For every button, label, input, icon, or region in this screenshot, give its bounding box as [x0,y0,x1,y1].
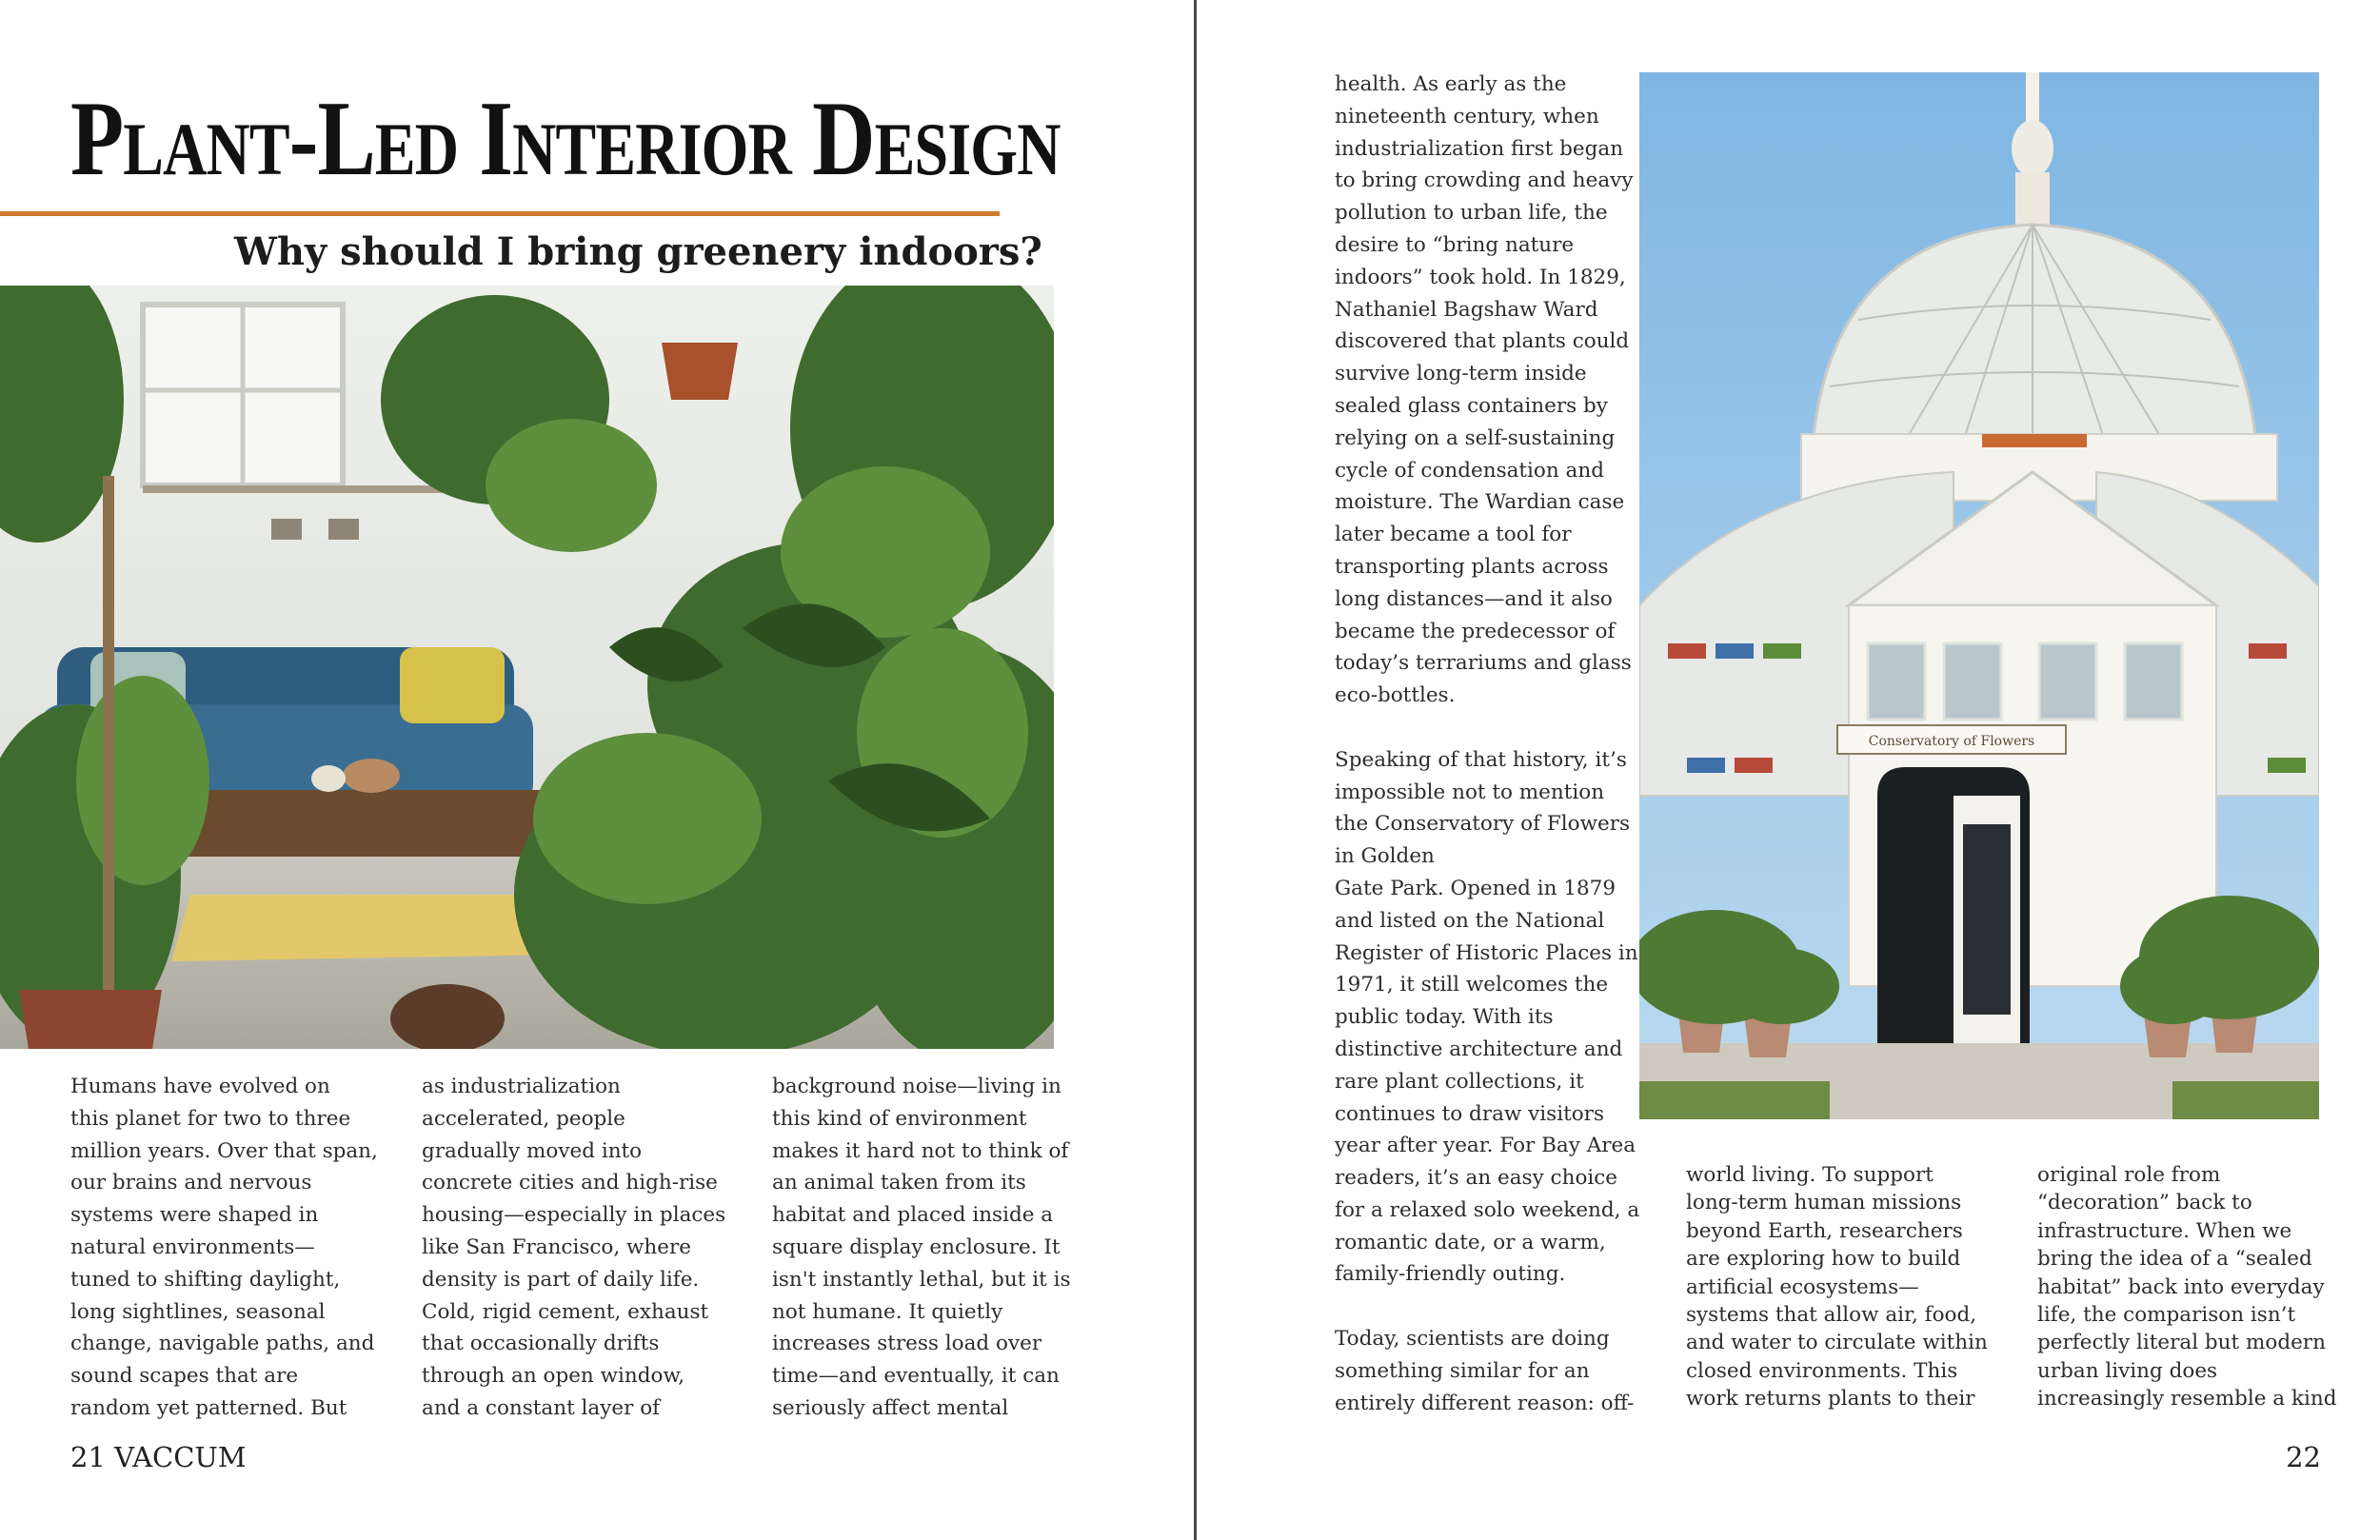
text-line: readers, it’s an easy choice [1335,1166,1618,1191]
text-line: pollution to urban life, the [1335,201,1608,226]
text-line: Register of Historic Places in [1335,940,1638,965]
text-line: transporting plants across [1335,554,1609,579]
text-line: Nathaniel Bagshaw Ward [1335,297,1598,322]
text-line: discovered that plants could [1335,329,1630,354]
text-line: Speaking of that history, it’s [1335,747,1627,772]
text-line: eco-bottles. [1335,683,1456,708]
text-line: desire to “bring nature [1335,232,1575,257]
left-text-column-3: background noise—living in this kind of environment makes it hard not to think of an animal taken from its habitat and placed inside a square display enclosure. It isn't instantly lethal, but it is not humane. It quietly increases stress load over time—and eventually, it can seriously affect mental [772,1075,1071,1420]
text-line: nineteenth century, when [1335,104,1599,128]
text-line: something similar for an [1335,1358,1590,1383]
text-line: 1971, it still welcomes the [1335,973,1609,997]
text-line: Gate Park. Opened in 1879 [1335,876,1616,900]
text-line: the Conservatory of Flowers [1335,812,1631,837]
text-line: indoors” took hold. In 1829, [1335,265,1626,289]
text-line: health. As early as the [1335,72,1567,96]
text-line [1335,712,1639,744]
text-line: year after year. For Bay Area [1335,1134,1636,1158]
text-line: for a relaxed solo weekend, a [1335,1197,1640,1222]
text-line: today’s terrariums and glass [1335,651,1632,676]
page-title: Plant-Led Interior Design [70,80,1061,198]
text-line: distinctive architecture and [1335,1037,1623,1061]
right-text-column-1 [1335,69,1639,1419]
text-line: continues to draw visitors [1335,1101,1604,1126]
text-line: long distances—and it also [1335,586,1613,611]
text-line: and listed on the National [1335,908,1605,933]
text-line: sealed glass containers by [1335,393,1608,418]
text-line: to bring crowding and heavy [1335,168,1634,193]
text-line: impossible not to mention [1335,780,1605,804]
text-line: Today, scientists are doing [1335,1327,1610,1352]
text-line [1335,1291,1639,1323]
conservatory-sign: Conservatory of Flowers [1868,734,2035,749]
text-line: entirely different reason: off- [1335,1391,1635,1415]
left-text-column-2: as industrialization accelerated, people gradually moved into concrete cities and high-rise housing—especially in places like San Francisco, where density is part of daily life. Cold, rigid cement, exhaust that occasionally drifts through an open window, and a constant layer of [422,1075,726,1420]
text-line: public today. With its [1335,1005,1554,1030]
folio-right: 22 [2286,1441,2321,1473]
text-line: later became a tool for [1335,523,1572,547]
page-spine [1194,0,1197,1540]
text-line: cycle of condensation and [1335,458,1604,483]
page-subtitle: Why should I bring greenery indoors? [234,229,1042,274]
left-text-column-1: Humans have evolved on this planet for two to three million years. Over that span, our brains and nervous systems were shaped in natural environments— tuned to shifting daylight, long sightlines, seasonal change, navigable paths, and sound scapes that are random yet patterned. But [70,1075,378,1420]
conservatory-of-flowers-photo [1639,72,2319,1119]
text-line: industrialization first began [1335,136,1624,161]
title-rule [0,211,1000,216]
text-line: survive long-term inside [1335,362,1587,386]
text-line: relying on a self-sustaining [1335,425,1616,450]
text-line: became the predecessor of [1335,619,1616,643]
text-line: romantic date, or a warm, [1335,1230,1606,1254]
right-text-column-2: world living. To support long-term human missions beyond Earth, researchers are exploring how to build artificial ecosystems— systems that allow air, food, and water to circulate within closed environments. This work returns plants to their [1686,1163,1988,1412]
text-line: in Golden [1335,844,1435,869]
text-line: moisture. The Wardian case [1335,490,1625,515]
text-line: rare plant collections, it [1335,1069,1584,1094]
living-room-plants-photo [0,286,1054,1049]
right-text-column-3: original role from “decoration” back to infrastructure. When we bring the idea of a “sealed habitat” back into everyday life, the comparison isn’t perfectly literal but modern urban living does increasingly resemble a kind [2037,1163,2337,1412]
folio-left: 21 VACCUM [70,1441,247,1473]
text-line: family-friendly outing. [1335,1262,1566,1287]
